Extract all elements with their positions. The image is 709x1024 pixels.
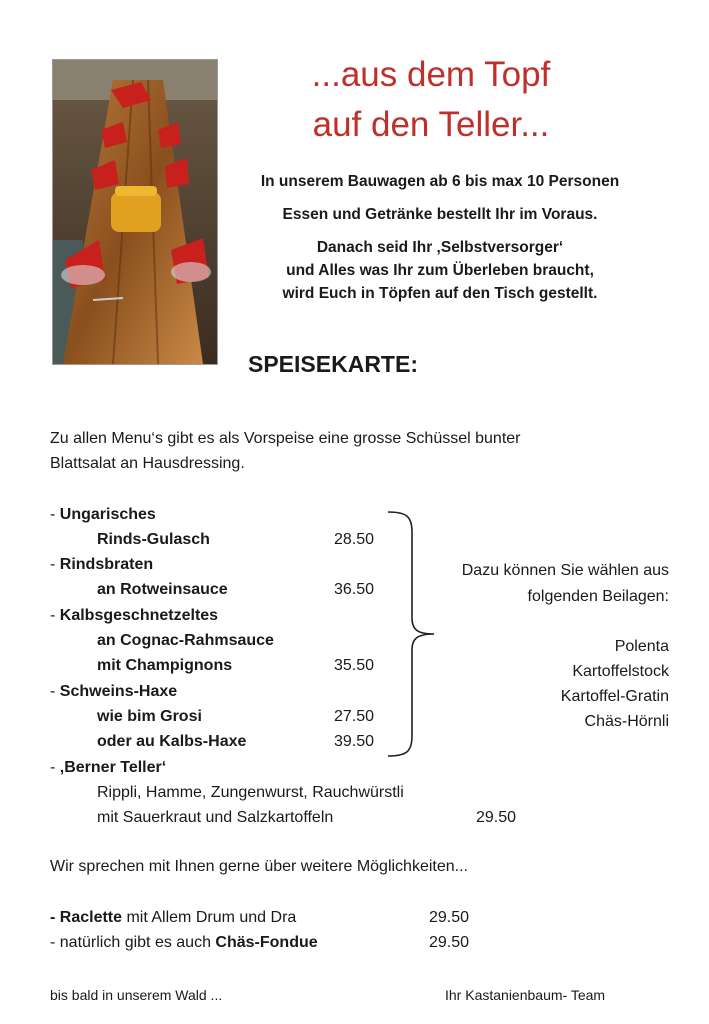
menu-item-1-price: 28.50 [334, 531, 375, 548]
dash: - [50, 556, 60, 573]
side-item: Kartoffel-Gratin [560, 688, 669, 705]
dash: - [50, 683, 60, 700]
menu-item-2-sub: an Rotweinsauce [97, 581, 228, 598]
menu-item-3-title [50, 607, 218, 625]
dash: - [50, 909, 60, 926]
menu-item-2-title [50, 556, 153, 574]
menu-item-4-name: Schweins-Haxe [59, 683, 178, 700]
menu-heading: SPEISEKARTE: [248, 351, 418, 377]
menu-item-3-sub-2: mit Champignons [97, 657, 233, 674]
extra-raclette [50, 909, 296, 927]
footer-right: Ihr Kastanienbaum- Team [445, 987, 606, 1003]
extra-raclette-name: Raclette [59, 909, 123, 926]
menu-item-3-price: 35.50 [334, 657, 375, 674]
sides-intro-1: Dazu können Sie wählen aus [461, 562, 669, 579]
menu-item-4-price-2: 39.50 [334, 733, 375, 750]
intro-line-5: wird Euch in Töpfen auf den Tisch gestellt. [282, 285, 598, 302]
intro-line-1: In unserem Bauwagen ab 6 bis max 10 Personen [260, 173, 620, 190]
menu-item-2-price: 36.50 [334, 581, 375, 598]
menu-item-3-name: Kalbsgeschnetzeltes [59, 607, 219, 624]
side-item: Kartoffelstock [572, 663, 669, 680]
menu-item-4-title [50, 683, 177, 701]
dash: - [50, 506, 60, 523]
intro-line-4: und Alles was Ihr zum Überleben braucht, [286, 262, 594, 279]
extra-raclette-price: 29.50 [429, 909, 470, 926]
footer-left: bis bald in unserem Wald ... [50, 987, 223, 1003]
title-line-2: auf den Teller... [312, 105, 550, 144]
extra-fondue-desc: - natürlich gibt es auch [50, 934, 216, 951]
extra-fondue-name: Chäs-Fondue [215, 934, 318, 951]
extra-fondue-price: 29.50 [429, 934, 470, 951]
extra-raclette-desc: mit Allem Drum und Dra [122, 909, 297, 926]
side-item: Polenta [614, 638, 669, 655]
starter-line-1: Zu allen Menu‘s gibt es als Vorspeise eine grosse Schüssel bunter [50, 430, 521, 447]
dash: - [50, 607, 60, 624]
intro-line-3: Danach seid Ihr ‚Selbstversorger‘ [316, 239, 564, 256]
menu-item-4-sub-2: oder au Kalbs-Haxe [97, 733, 247, 750]
table-photo [52, 59, 218, 365]
menu-item-4-price-1: 27.50 [334, 708, 375, 725]
menu-item-5-sub-2: mit Sauerkraut und Salzkartoffeln [97, 809, 334, 826]
more-options-text: Wir sprechen mit Ihnen gerne über weitere Möglichkeiten... [50, 858, 468, 875]
menu-item-2-name: Rindsbraten [59, 556, 154, 573]
starter-line-2: Blattsalat an Hausdressing. [50, 455, 245, 472]
sides-intro-2: folgenden Beilagen: [527, 588, 669, 605]
dash: - [50, 759, 60, 776]
extra-fondue [50, 934, 318, 952]
menu-item-1-title [50, 506, 156, 524]
menu-item-1-sub: Rinds-Gulasch [97, 531, 210, 548]
brace-icon [384, 508, 440, 760]
side-item: Chäs-Hörnli [584, 713, 669, 730]
menu-item-5-sub-1: Rippli, Hamme, Zungenwurst, Rauchwürstli [97, 784, 404, 801]
intro-line-2: Essen und Getränke bestellt Ihr im Voraus. [282, 206, 598, 223]
menu-item-3-sub-1: an Cognac-Rahmsauce [97, 632, 274, 649]
menu-item-5-price: 29.50 [476, 809, 517, 826]
menu-item-5-name: ‚Berner Teller‘ [59, 759, 167, 776]
menu-item-5-title [50, 759, 166, 777]
menu-item-4-sub-1: wie bim Grosi [97, 708, 202, 725]
table-photo-image [53, 60, 217, 364]
menu-item-1-name: Ungarisches [59, 506, 156, 523]
title-line-1: ...aus dem Topf [311, 55, 551, 94]
